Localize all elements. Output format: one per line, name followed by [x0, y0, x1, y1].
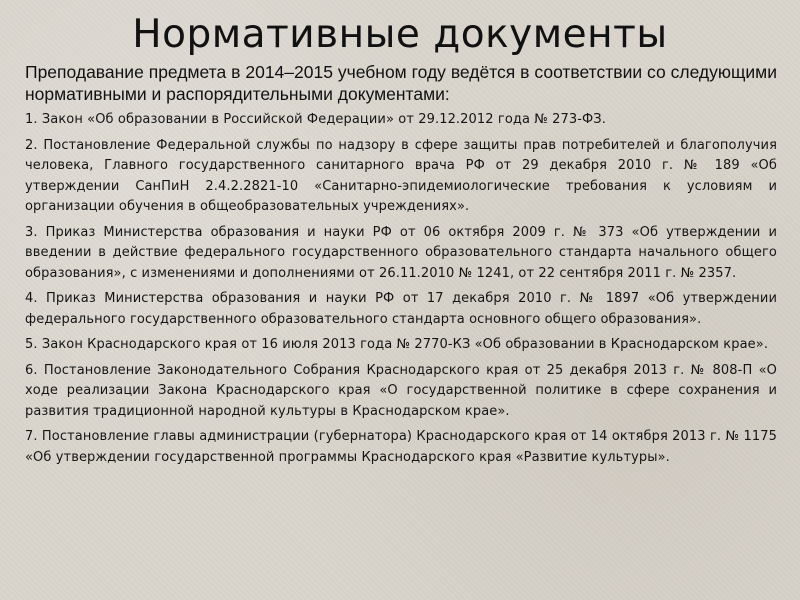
slide-content — [25, 62, 777, 473]
intro-paragraph: Преподавание предмета в 2014–2015 учебном году ведётся в соответствии со следующими нормативными и распорядительными документами: — [25, 62, 777, 104]
document-item-6: 6. Постановление Законодательного Собрания Краснодарского края от 25 декабря 2013 г. № 808-П «О ходе реализации Закона Краснодарского края «О государственной политике в сфере сохранения и развития традиционной народной культуры в Краснодарском крае». — [25, 362, 777, 419]
document-item-4: 4. Приказ Министерства образования и науки РФ от 17 декабря 2010 г. № 1897 «Об утверждении федерального государственного образовательного стандарта основного общего образования». — [25, 291, 777, 327]
document-item-2: 2. Постановление Федеральной службы по надзору в сфере защиты прав потребителей и благополучия человека, Главного государственного санитарного врача РФ от 29 декабря 2010 г. № 189 «Об утверждении СанПиН 2.4.2.2821-10 «Санитарно-эпидемиологические требования к условиям и организации обучения в общеобразовательных учреждениях». — [25, 137, 777, 214]
document-item-7: 7. Постановление главы администрации (губернатора) Краснодарского края от 14 октября 2013 г. № 1175 «Об утверждении государственной программы Краснодарского края «Развитие культуры». — [25, 429, 777, 465]
document-item-3: 3. Приказ Министерства образования и науки РФ от 06 октября 2009 г. № 373 «Об утверждении и введении в действие федерального государственного образовательного стандарта начального общего образования», с изменениями и дополнениями от 26.11.2010 № 1241, от 22 сентября 2011 г. № 2357. — [25, 224, 777, 281]
document-item-1: 1. Закон «Об образовании в Российской Федерации» от 29.12.2012 года № 273-ФЗ. — [25, 112, 606, 127]
document-item-5: 5. Закон Краснодарского края от 16 июля 2013 года № 2770-КЗ «Об образовании в Краснодарском крае». — [25, 337, 769, 352]
slide-title: Нормативные документы — [132, 12, 668, 57]
